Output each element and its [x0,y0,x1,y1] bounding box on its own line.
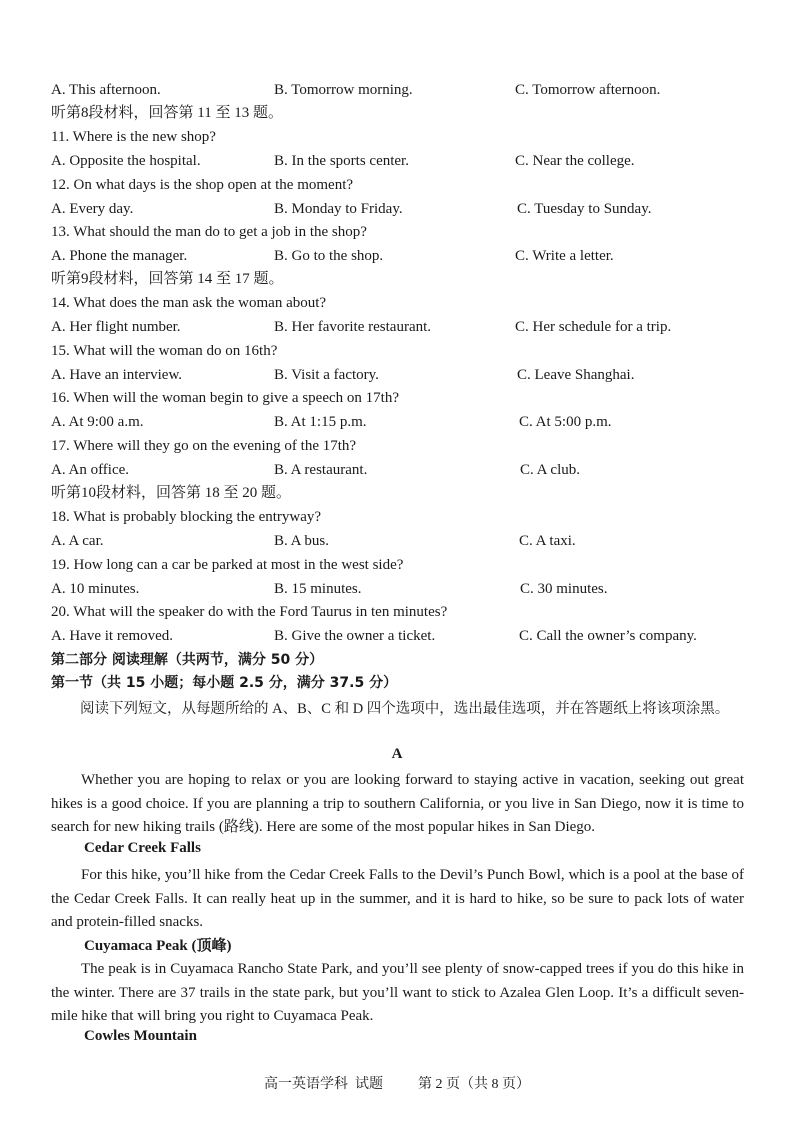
footer-page-number: 第 2 页（共 8 页） [418,1077,530,1092]
option-c: C. 30 minutes. [520,581,608,597]
option-b: B. Give the owner a ticket. [274,628,436,644]
q11-options [51,151,751,171]
q18-options [51,531,751,551]
paragraph-cedar-creek-falls: For this hike, you’ll hike from the Cedar Creek Falls to the Devil’s Punch Bowl, which is a pool at the base of the Cedar Creek Falls. It can really heat up in the summer, and it is hard to hike, so be sure to pack lots of water and protein-filled snacks. [51,867,744,930]
question-18: 18. What is probably blocking the entryway? [51,509,322,525]
q16-options [51,412,751,432]
question-16: 16. When will the woman begin to give a speech on 17th? [51,390,399,406]
option-b: B. Her favorite restaurant. [274,319,432,335]
q14-options [51,317,751,337]
subheading-cowles-mountain: Cowles Mountain [84,1028,197,1044]
option-c: C. A taxi. [519,533,576,549]
option-b: B. Tomorrow morning. [274,82,413,98]
passage-label: A [391,746,403,762]
option-c: C. Leave Shanghai. [517,367,635,383]
question-17: 17. Where will they go on the evening of the 17th? [51,438,357,454]
option-a: A. Every day. [51,201,134,217]
option-a: A. Opposite the hospital. [51,153,201,169]
listening-instruction-8: 听第8段材料，回答第 11 至 13 题。 [51,105,283,121]
option-b: B. 15 minutes. [274,581,362,597]
option-c: C. Near the college. [515,153,635,169]
q20-options [51,626,751,646]
page-footer [0,1073,794,1093]
option-a: A. 10 minutes. [51,581,140,597]
question-20: 20. What will the speaker do with the Ford Taurus in ten minutes? [51,604,448,620]
question-11: 11. Where is the new shop? [51,129,216,145]
subheading-cedar-creek-falls: Cedar Creek Falls [84,840,201,856]
option-c: C. Tomorrow afternoon. [515,82,661,98]
reading-section-title: 第一节（共 15 小题；每小题 2.5 分，满分 37.5 分） [51,675,398,691]
footer-subject: 高一英语学科 试题 [264,1077,383,1092]
option-b: B. A bus. [274,533,330,549]
subheading-cuyamaca-peak: Cuyamaca Peak (顶峰) [84,938,232,954]
option-b: B. A restaurant. [274,462,368,478]
question-14: 14. What does the man ask the woman about? [51,295,327,311]
q13-options [51,246,751,266]
reading-part-title: 第二部分 阅读理解（共两节，满分 50 分） [51,652,324,668]
listening-instruction-10: 听第10段材料，回答第 18 至 20 题。 [51,485,292,501]
option-a: A. This afternoon. [51,82,161,98]
reading-instruction: 阅读下列短文，从每题所给的 A、B、C 和 D 四个选项中，选出最佳选项，并在答题纸上将该项涂黑。 [80,701,730,717]
option-c: C. Her schedule for a trip. [515,319,672,335]
passage-intro: Whether you are hoping to relax or you are looking forward to staying active in vacation, seeking out great hikes is a good choice. If you are planning a trip to southern California, or you live in San Diego, now it is time to search for new hiking trails (路线). Here are some of the most popular hikes in San Diego. [51,772,744,835]
option-c: C. Call the owner’s company. [519,628,697,644]
q15-options [51,365,751,385]
option-c: C. Tuesday to Sunday. [517,201,652,217]
question-15: 15. What will the woman do on 16th? [51,343,278,359]
option-b: B. Monday to Friday. [274,201,403,217]
option-b: B. Go to the shop. [274,248,384,264]
option-a: A. Her flight number. [51,319,181,335]
q19-options [51,579,751,599]
q17-options [51,460,751,480]
option-a: A. An office. [51,462,130,478]
option-a: A. Phone the manager. [51,248,188,264]
option-a: A. A car. [51,533,104,549]
q10-options [51,80,751,100]
q12-options [51,199,751,219]
option-a: A. Have it removed. [51,628,174,644]
option-c: C. A club. [520,462,581,478]
option-c: C. Write a letter. [515,248,614,264]
option-b: B. In the sports center. [274,153,409,169]
question-19: 19. How long can a car be parked at most in the west side? [51,557,404,573]
paragraph-cuyamaca-peak: The peak is in Cuyamaca Rancho State Park, and you’ll see plenty of snow-capped trees if you do this hike in the winter. There are 37 trails in the state park, but you’ll want to stick to Azalea Glen Loop. It’s a difficult seven-mile hike that will bring you right to Cuyamaca Peak. [51,961,744,1024]
listening-instruction-9: 听第9段材料，回答第 14 至 17 题。 [51,271,284,287]
option-c: C. At 5:00 p.m. [519,414,612,430]
question-13: 13. What should the man do to get a job in the shop? [51,224,367,240]
option-a: A. At 9:00 a.m. [51,414,144,430]
option-b: B. Visit a factory. [274,367,379,383]
question-12: 12. On what days is the shop open at the moment? [51,177,354,193]
option-b: B. At 1:15 p.m. [274,414,367,430]
option-a: A. Have an interview. [51,367,183,383]
